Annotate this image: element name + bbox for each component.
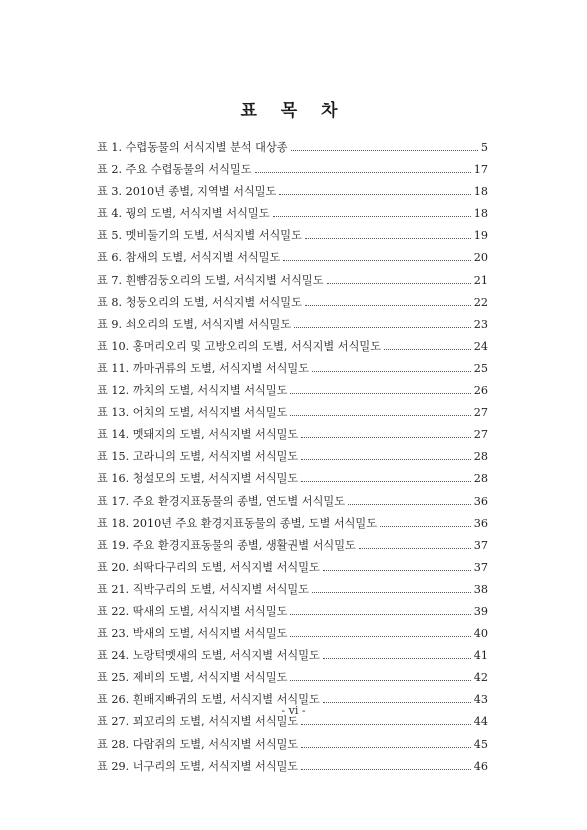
toc-entry[interactable] (97, 137, 488, 159)
dot-leader (380, 526, 471, 527)
toc-entry-label: 표 15. 고라니의 도별, 서식지별 서식밀도 (97, 450, 299, 464)
toc-entry[interactable] (97, 579, 488, 601)
toc-entry[interactable] (97, 667, 488, 689)
dot-leader (290, 393, 470, 394)
toc-entry-page-number: 27 (473, 406, 488, 420)
toc-entry-label: 표 21. 직박구리의 도별, 서식지별 서식밀도 (97, 582, 310, 596)
toc-entry[interactable] (97, 446, 488, 468)
toc-entry[interactable] (97, 756, 488, 778)
toc-entry-label: 표 22. 딱새의 도별, 서식지별 서식밀도 (97, 604, 288, 618)
dot-leader (305, 238, 471, 239)
toc-entry[interactable] (97, 535, 488, 557)
dot-leader (301, 747, 471, 748)
page-title: 표 목 차 (240, 101, 347, 121)
toc-entry-label: 표 26. 흰배지빠귀의 도별, 서식지별 서식밀도 (97, 693, 320, 707)
toc-entry-label: 표 27. 꾀꼬리의 도별, 서식지별 서식밀도 (97, 715, 299, 729)
toc-entry-page-number: 20 (473, 251, 488, 265)
dot-leader (348, 504, 471, 505)
toc-entry-page-number: 22 (473, 295, 488, 309)
toc-entry-label: 표 4. 꿩의 도별, 서식지별 서식밀도 (97, 207, 270, 221)
toc-entry-page-number: 27 (473, 428, 488, 442)
toc-entry-page-number: 40 (473, 627, 488, 641)
dot-leader (255, 172, 471, 173)
page-number-footer: - vi - (281, 704, 306, 717)
toc-entry-label: 표 1. 수렵동물의 서식지별 분석 대상종 (97, 141, 288, 154)
dot-leader (294, 327, 471, 328)
toc-entry[interactable] (97, 557, 488, 579)
toc-entry-label: 표 24. 노랑턱멧새의 도별, 서식지별 서식밀도 (97, 649, 320, 663)
toc-entry-page-number: 43 (473, 693, 488, 707)
toc-entry-page-number: 28 (473, 450, 488, 464)
toc-entry-page-number: 25 (473, 361, 488, 375)
toc-entry-label: 표 23. 박새의 도별, 서식지별 서식밀도 (97, 627, 288, 641)
toc-entry-label: 표 10. 홍머리오리 및 고방오리의 도별, 서식지별 서식밀도 (97, 339, 381, 353)
toc-entry[interactable] (97, 336, 488, 358)
dot-leader (290, 614, 470, 615)
toc-entry-page-number: 26 (473, 384, 488, 398)
toc-entry[interactable] (97, 513, 488, 535)
toc-entry[interactable] (97, 270, 488, 292)
toc-entry-label: 표 7. 흰뺨검둥오리의 도별, 서식지별 서식밀도 (97, 273, 324, 287)
toc-entry-page-number: 45 (473, 737, 488, 751)
toc-entry[interactable] (97, 181, 488, 203)
dot-leader (290, 680, 470, 681)
toc-entry[interactable] (97, 601, 488, 623)
toc-entry[interactable] (97, 424, 488, 446)
toc-entry-page-number: 36 (473, 516, 488, 530)
toc-entry-label: 표 19. 주요 환경지표동물의 종별, 생활권별 서식밀도 (97, 538, 356, 552)
toc-entry[interactable] (97, 468, 488, 490)
toc-entry-page-number: 38 (473, 582, 488, 596)
toc-entry-label: 표 18. 2010년 주요 환경지표동물의 종별, 도별 서식밀도 (97, 516, 378, 530)
toc-entry-page-number: 5 (480, 141, 488, 154)
toc-entry-page-number: 23 (473, 317, 488, 331)
toc-entry-page-number: 46 (473, 759, 488, 773)
toc-entry-label: 표 28. 다람쥐의 도별, 서식지별 서식밀도 (97, 737, 299, 751)
table-of-contents-list (97, 137, 488, 778)
toc-entry-page-number: 42 (473, 671, 488, 685)
toc-entry-page-number: 28 (473, 472, 488, 486)
toc-entry-page-number: 41 (473, 649, 488, 663)
toc-entry-page-number: 18 (473, 207, 488, 221)
toc-entry-page-number: 17 (473, 163, 488, 177)
toc-entry-label: 표 12. 까치의 도별, 서식지별 서식밀도 (97, 384, 288, 398)
toc-entry[interactable] (97, 380, 488, 402)
toc-entry-page-number: 18 (473, 185, 488, 199)
dot-leader (312, 592, 471, 593)
toc-entry[interactable] (97, 645, 488, 667)
toc-entry-page-number: 36 (473, 494, 488, 508)
toc-entry[interactable] (97, 491, 488, 513)
toc-entry-label: 표 8. 청둥오리의 도별, 서식지별 서식밀도 (97, 295, 302, 309)
toc-entry-label: 표 2. 주요 수렵동물의 서식밀도 (97, 163, 252, 177)
toc-entry-label: 표 11. 까마귀류의 도별, 서식지별 서식밀도 (97, 361, 310, 375)
dot-leader (359, 548, 471, 549)
dot-leader (279, 194, 470, 195)
toc-entry-label: 표 29. 너구리의 도별, 서식지별 서식밀도 (97, 759, 299, 773)
dot-leader (301, 459, 471, 460)
dot-leader (283, 260, 470, 261)
toc-entry[interactable] (97, 225, 488, 247)
dot-leader (273, 216, 471, 217)
toc-entry-page-number: 19 (473, 229, 488, 243)
dot-leader (301, 769, 471, 770)
dot-leader (290, 636, 470, 637)
toc-entry-page-number: 21 (473, 273, 488, 287)
toc-entry-label: 표 5. 멧비둘기의 도별, 서식지별 서식밀도 (97, 229, 302, 243)
toc-entry-label: 표 16. 청설모의 도별, 서식지별 서식밀도 (97, 472, 299, 486)
dot-leader (323, 658, 471, 659)
toc-entry[interactable] (97, 159, 488, 181)
toc-entry-label: 표 14. 멧돼지의 도별, 서식지별 서식밀도 (97, 428, 299, 442)
dot-leader (301, 481, 471, 482)
toc-entry[interactable] (97, 247, 488, 269)
toc-entry-label: 표 13. 어치의 도별, 서식지별 서식밀도 (97, 406, 288, 420)
dot-leader (327, 283, 471, 284)
toc-entry[interactable] (97, 314, 488, 336)
dot-leader (301, 437, 471, 438)
toc-entry[interactable] (97, 734, 488, 756)
toc-entry-page-number: 37 (473, 560, 488, 574)
toc-entry[interactable] (97, 358, 488, 380)
dot-leader (384, 349, 471, 350)
toc-entry-page-number: 37 (473, 538, 488, 552)
toc-entry-page-number: 24 (473, 339, 488, 353)
dot-leader (312, 371, 471, 372)
dot-leader (323, 570, 471, 571)
toc-entry[interactable] (97, 402, 488, 424)
toc-entry-label: 표 20. 쇠딱다구리의 도별, 서식지별 서식밀도 (97, 560, 320, 574)
dot-leader (301, 724, 471, 725)
toc-entry-label: 표 9. 쇠오리의 도별, 서식지별 서식밀도 (97, 317, 292, 331)
dot-leader (290, 415, 470, 416)
toc-entry-label: 표 25. 제비의 도별, 서식지별 서식밀도 (97, 671, 288, 685)
dot-leader (291, 150, 478, 151)
toc-entry[interactable] (97, 203, 488, 225)
toc-entry-label: 표 6. 참새의 도별, 서식지별 서식밀도 (97, 251, 281, 265)
toc-entry[interactable] (97, 292, 488, 314)
toc-entry-label: 표 17. 주요 환경지표동물의 종별, 연도별 서식밀도 (97, 494, 346, 508)
toc-entry-label: 표 3. 2010년 종별, 지역별 서식밀도 (97, 185, 277, 199)
toc-entry-page-number: 39 (473, 604, 488, 618)
toc-entry[interactable] (97, 623, 488, 645)
toc-entry-page-number: 44 (473, 715, 488, 729)
dot-leader (305, 305, 471, 306)
